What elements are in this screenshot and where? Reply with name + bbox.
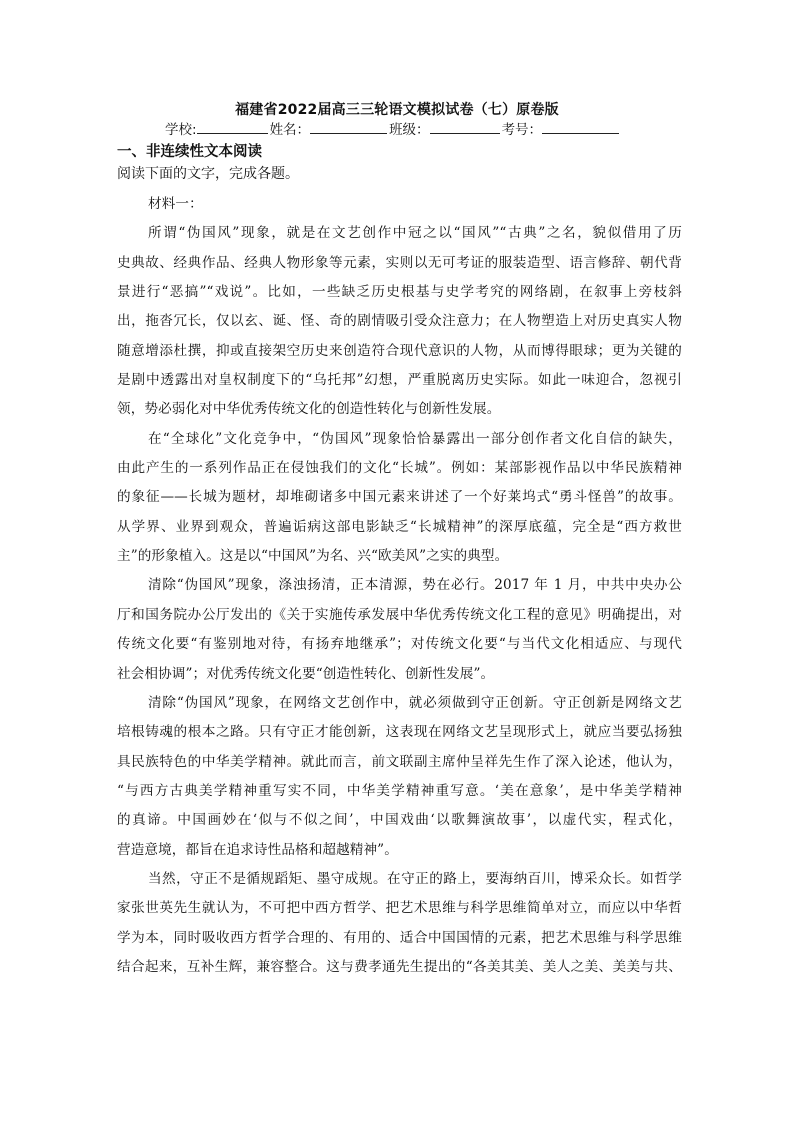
passage-line: 学为本，同时吸收西方哲学合理的、有用的、适合中国国情的元素，把艺术思维与科学思维 [117, 929, 682, 946]
passage-line: 所谓“伪国风”现象，就是在文艺创作中冠之以“国风”“古典”之名，貌似借用了历 [148, 225, 682, 242]
school-blank[interactable] [197, 120, 268, 134]
passage-line: 结合起来，互补生辉，兼容整合。这与费孝通先生提出的“各美其美、美人之美、美美与共、 [117, 958, 682, 975]
passage-line: 营造意境，都旨在追求诗性品格和超越精神”。 [117, 841, 398, 858]
passage-line: 史典故、经典作品、经典人物形象等元素，实则以无可考证的服装造型、语言修辞、朝代背 [117, 254, 682, 271]
passage-line: 景进行“恶搞”“戏说”。比如，一些缺乏历史根基与史学考究的网络剧，在叙事上旁枝斜 [117, 284, 682, 301]
school-label: 学校: [165, 122, 197, 138]
passage-line: 传统文化要“有鉴别地对待，有扬弃地继承”；对传统文化要“与当代文化相适应、与现代 [117, 636, 682, 653]
passage-line: 清除“伪国风”现象，涤浊扬清，正本清源，势在必行。2017 年 1 月，中共中央办公 [148, 577, 682, 594]
passage-line: 从学界、业界到观众，普遍诟病这部电影缺乏“长城精神”的深厚底蕴，完全是“西方救世 [117, 518, 682, 535]
class-label: 班级： [389, 122, 430, 138]
student-info-row [165, 118, 621, 138]
passage-line: 家张世英先生就认为，不可把中西方哲学、把艺术思维与科学思维简单对立，而应以中华哲 [117, 900, 682, 917]
passage-line: 在“全球化”文化竞争中，“伪国风”现象恰恰暴露出一部分创作者文化自信的缺失， [148, 430, 682, 447]
passage-line: 具民族特色的中华美学精神。就此而言，前文联副主席仲呈祥先生作了深入论述，他认为， [117, 753, 682, 770]
instruction-text: 阅读下面的文字，完成各题。 [117, 166, 299, 182]
number-blank[interactable] [542, 120, 619, 134]
material-label: 材料一： [148, 196, 203, 212]
section-heading: 一、非连续性文本阅读 [117, 144, 262, 160]
passage-line: 随意增添杜撰，抑或直接架空历史来创造符合现代意识的人物，从而博得眼球；更为关键的 [117, 342, 682, 359]
passage-line: 培根铸魂的根本之路。只有守正才能创新，这表现在网络文艺呈现形式上，就应当要弘扬独 [117, 724, 682, 741]
passage-line: 由此产生的一系列作品正在侵蚀我们的文化“长城”。例如：某部影视作品以中华民族精神 [117, 460, 682, 477]
passage-line: 清除“伪国风”现象，在网络文艺创作中，就必须做到守正创新。守正创新是网络文艺 [148, 694, 682, 711]
number-label: 考号： [501, 122, 543, 138]
passage-line: 领，势必弱化对中华优秀传统文化的创造性转化与创新性发展。 [117, 401, 501, 418]
passage-line: 的象征——长城为题材，却堆砌诸多中国元素来讲述了一个好莱坞式“勇斗怪兽”的故事。 [117, 489, 682, 506]
passage-line: “与西方古典美学精神重写实不同，中华美学精神重写意。‘美在意象’，是中华美学精神 [117, 782, 682, 799]
name-blank[interactable] [310, 120, 387, 134]
passage-line: 出，拖沓冗长，仅以玄、诞、怪、奇的剧情吸引受众注意力；在人物塑造上对历史真实人物 [117, 313, 682, 330]
passage-line: 主”的形象植入。这是以“中国风”为名、兴“欧美风”之实的典型。 [117, 548, 509, 565]
exam-title: 福建省2022届高三三轮语文模拟试卷（七）原卷版 [235, 102, 559, 118]
passage-line: 当然，守正不是循规蹈矩、墨守成规。在守正的路上，要海纳百川，博采众长。如哲学 [148, 870, 682, 887]
passage-body [117, 190, 682, 982]
passage-line: 厅和国务院办公厅发出的《关于实施传承发展中华优秀传统文化工程的意见》明确提出，对 [117, 606, 682, 623]
passage-line: 社会相协调”；对优秀传统文化要“创造性转化、创新性发展”。 [117, 665, 495, 682]
class-blank[interactable] [430, 120, 500, 134]
passage-line: 的真谛。中国画妙在‘似与不似之间’，中国戏曲‘以歌舞演故事’，以虚代实，程式化， [117, 812, 682, 829]
passage-line: 是剧中透露出对皇权制度下的“乌托邦”幻想，严重脱离历史实际。如此一味迎合，忽视引 [117, 372, 682, 389]
name-label: 姓名： [269, 122, 311, 138]
